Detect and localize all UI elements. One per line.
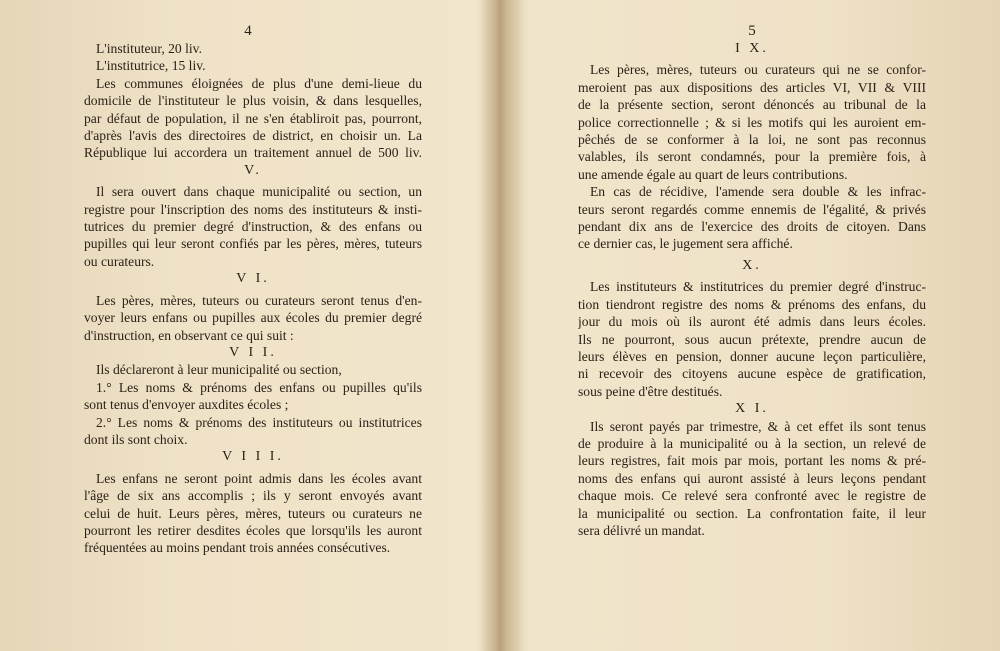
- text-line: police correctionnelle ; & si les motifs qui les auroient em-: [578, 114, 926, 130]
- text-line: d'après l'avis des directoires de district, en choisir un. La: [84, 128, 422, 144]
- text-line: Il sera ouvert dans chaque municipalité ou section, un: [96, 184, 422, 200]
- text-line: Ils ne pourront, sous aucun prétexte, prendre aucun de: [578, 331, 926, 347]
- text-line: jour du mois où ils auront été admis dans leurs écoles.: [578, 314, 926, 330]
- text-line: pupilles qui leur seront confiés par les pères, mères, tuteurs: [84, 236, 422, 252]
- text-line: 2.° Les noms & prénoms des instituteurs ou institutrices: [96, 414, 422, 430]
- text-line: République lui accordera un traitement annuel de 500 liv.: [84, 145, 422, 161]
- text-line: sous peine d'être destitués.: [578, 383, 723, 399]
- text-line: 1.° Les noms & prénoms des enfans ou pupilles qu'ils: [96, 379, 422, 395]
- article-heading: V I I.: [229, 344, 277, 360]
- text-line: sont tenus d'envoyer auxdites écoles ;: [84, 397, 289, 413]
- text-line: leurs élèves en pension, donner aucune leçon particulière,: [578, 348, 926, 364]
- text-line: tion tiendront registre des noms & prénoms des enfans, du: [578, 296, 926, 312]
- page-number: 5: [748, 23, 756, 39]
- text-line: par défaut de population, il ne s'en établiroit pas, pourront,: [84, 110, 422, 126]
- text-line: noms des enfans qui auront assisté à leurs leçons pendant: [578, 470, 926, 486]
- text-line: Les instituteurs & institutrices du premier degré d'instruc-: [590, 279, 926, 295]
- text-line: L'instituteur, 20 liv.: [96, 41, 202, 56]
- text-line: ni recevoir des citoyens aucune espèce de gratification,: [578, 366, 926, 382]
- text-line: Les communes éloignées de plus d'une demi-lieue du: [96, 75, 422, 91]
- text-line: Ils déclareront à leur municipalité ou section,: [96, 362, 342, 378]
- text-line: meroient pas aux dispositions des articles VI, VII & VIII: [578, 79, 926, 95]
- text-line: ou curateurs.: [84, 253, 155, 269]
- text-line: Les pères, mères, tuteurs ou curateurs qui ne se confor-: [590, 62, 926, 78]
- article-heading: X I.: [735, 401, 769, 417]
- article-heading: V I.: [236, 271, 270, 287]
- right-page-text: [578, 40, 926, 539]
- text-line: d'instruction, en observant ce qui suit :: [84, 327, 294, 343]
- text-line: dont ils sont choix.: [84, 431, 188, 447]
- text-line: domicile de l'instituteur le plus voisin, & dans lesquelles,: [84, 93, 422, 109]
- text-line: teurs seront regardés comme ennemis de l'égalité, & privés: [578, 201, 926, 217]
- article-heading: I X.: [735, 41, 769, 56]
- text-line: l'âge de six ans accomplis ; ils y seront envoyés avant: [84, 488, 422, 504]
- page-number: 4: [244, 23, 252, 39]
- text-line: voyer leurs enfans ou pupilles aux écoles du premier degré: [84, 310, 422, 326]
- text-line: celui de huit. Leurs pères, mères, tuteurs ou curateurs ne: [84, 505, 422, 521]
- text-line: ce dernier cas, le jugement sera affiché.: [578, 236, 793, 252]
- text-line: L'institutrice, 15 liv.: [96, 58, 206, 74]
- left-page: [0, 0, 498, 651]
- article-heading: V.: [244, 162, 262, 178]
- text-line: pourront les retirer desdites écoles que lorsqu'ils les auront: [84, 522, 422, 538]
- text-line: Les pères, mères, tuteurs ou curateurs seront tenus d'en-: [96, 292, 422, 308]
- left-page-text: [84, 40, 422, 557]
- text-line: de la présente section, seront dénoncés au tribunal de la: [578, 97, 926, 113]
- text-line: fréquentées au moins pendant trois années consécutives.: [84, 540, 391, 556]
- text-line: pendant dix ans de l'exercice des droits de citoyen. Dans: [578, 219, 926, 235]
- article-heading: V I I I.: [222, 449, 284, 465]
- text-line: Les enfans ne seront point admis dans les écoles avant: [96, 470, 422, 486]
- text-line: tutrices du premier degré d'instruction, & des enfans ou: [84, 219, 422, 235]
- text-line: leurs registres, fait mois par mois, portant les noms & pré-: [578, 453, 926, 469]
- text-line: de produire à la municipalité ou à la section, un relevé de: [578, 435, 926, 451]
- text-line: chaque mois. Ce relevé sera confronté avec le registre de: [578, 488, 926, 504]
- text-line: une amende égale au quart de leurs contributions.: [578, 166, 848, 182]
- text-line: la municipalité ou section. La confrontation faite, il leur: [578, 505, 926, 521]
- text-line: Ils seront payés par trimestre, & à cet effet ils sont tenus: [590, 418, 926, 434]
- text-line: registre pour l'inscription des noms des instituteurs & insti-: [84, 201, 422, 217]
- text-line: pêchés de se conformer à la loi, ne sont pas reconnus: [578, 132, 926, 148]
- text-line: sera délivré un mandat.: [578, 522, 705, 538]
- text-line: valables, ils seront condamnés, pour la première fois, à: [578, 149, 926, 165]
- text-line: En cas de récidive, l'amende sera double & les infrac-: [590, 184, 926, 200]
- right-page: [502, 0, 1000, 651]
- article-heading: X.: [742, 257, 762, 273]
